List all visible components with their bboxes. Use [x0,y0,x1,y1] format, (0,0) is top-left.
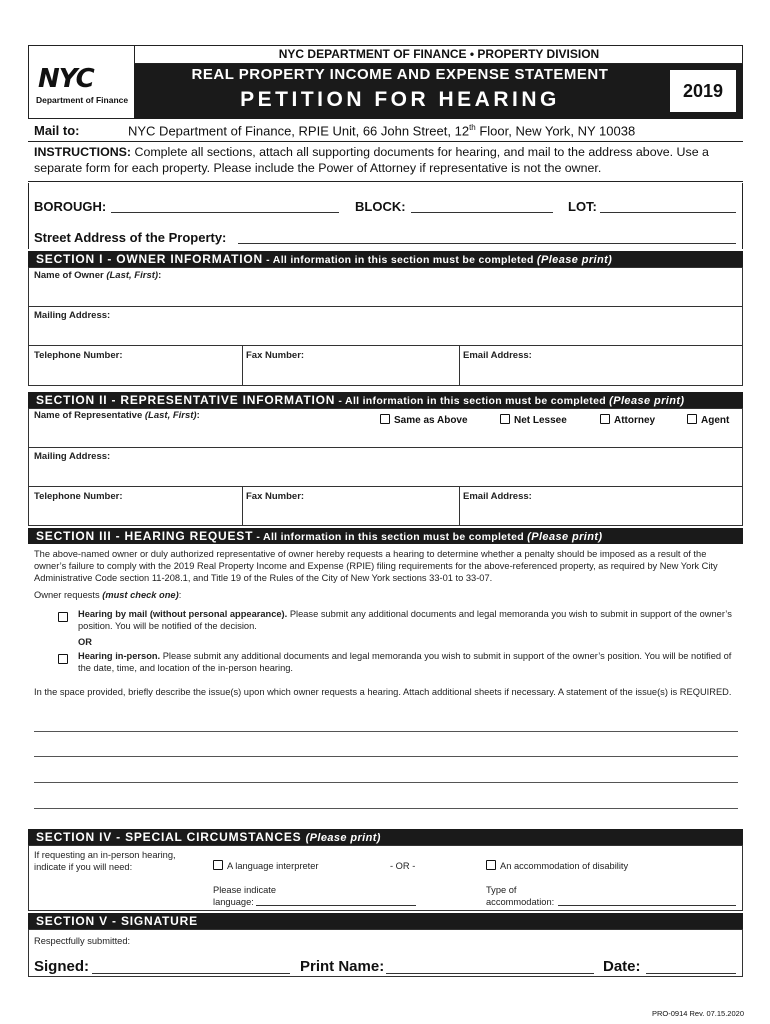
section-1-header: SECTION I - OWNER INFORMATION - All information in this section must be completed (Please print) [28,251,743,267]
rep-mailing-field[interactable] [28,447,743,487]
checkbox-icon [500,414,510,424]
rep-name-label: Name of Representative (Last, First): [34,410,200,421]
rep-fax-label: Fax Number: [246,491,305,502]
owner-name-label: Name of Owner (Last, First): [34,270,162,281]
borough-field[interactable] [111,212,339,213]
rep-phone-label: Telephone Number: [34,491,123,502]
checkbox-icon [380,414,390,424]
borough-label: BOROUGH: [34,199,107,214]
checkbox-icon [687,414,697,424]
block-label: BLOCK: [355,199,406,214]
owner-mailing-field[interactable] [28,306,743,346]
disability-accommodation-checkbox[interactable]: An accommodation of disability [486,860,628,872]
instructions: INSTRUCTIONS: Complete all sections, attach all supporting documents for hearing, and mail to the address above. Use a separate form for each property. Please include the Power of Attorney if representative is not the owner. [34,145,709,175]
print-name-field[interactable] [386,973,594,974]
hearing-request-intro: The above-named owner or duly authorized representative of owner hereby requests a hearing to determine whether a penalty should be imposed as a result of the owner’s failure to comply with the 2019 Real Property Income and Expense (RPIE) filing requirements for the above-referenced property, as required by New York City Administrative Code section 11-208.1, and Title 19 of the Rules of the City of New York sections 33-01 to 33-07. [34,549,718,584]
describe-issues-instructions: In the space provided, briefly describe the issue(s) upon which owner requests a hearing. Attach additional sheets if necessary. A statement of the issue(s) is REQUIRED. [34,687,732,697]
section-5-header: SECTION V - SIGNATURE [28,913,743,929]
section-2-header: SECTION II - REPRESENTATIVE INFORMATION - All information in this section must be completed (Please print) [28,392,743,408]
hearing-by-mail-checkbox[interactable] [58,608,72,626]
signed-label: Signed: [34,958,89,975]
logo-subtitle: Department of Finance [36,95,129,105]
respectfully-submitted: Respectfully submitted: [34,936,131,946]
language-interpreter-checkbox[interactable]: A language interpreter [213,860,318,872]
accommodation-field[interactable] [558,905,736,906]
rep-email-label: Email Address: [463,491,532,502]
issue-line-3[interactable] [34,782,738,783]
checkbox-icon [600,414,610,424]
agent-checkbox[interactable]: Agent [687,414,729,426]
mail-to-address: NYC Department of Finance, RPIE Unit, 66 John Street, 12th Floor, New York, NY 10038 [128,123,636,139]
section-3-header: SECTION III - HEARING REQUEST - All information in this section must be completed (Please print) [28,528,743,544]
attorney-checkbox[interactable]: Attorney [600,414,655,426]
checkbox-icon [58,654,68,664]
revision-code: PRO-0914 Rev. 07.15.2020 [651,1009,744,1018]
special-circumstances-intro: If requesting an in-person hearing, indicate if you will need: [34,850,176,873]
language-label: Please indicate language: [213,885,277,908]
same-as-above-checkbox[interactable]: Same as Above [380,414,468,426]
hearing-in-person-checkbox[interactable] [58,650,72,668]
block-field[interactable] [411,212,553,213]
accommodation-label: Type of accommodation: [486,885,555,908]
issue-line-2[interactable] [34,756,738,757]
lot-field[interactable] [600,212,736,213]
issue-line-4[interactable] [34,808,738,809]
hearing-by-mail-text: Hearing by mail (without personal appearance). Please submit any additional documents and legal memoranda you wish to submit in support of the owner’s position. You will be notified of the decision. [78,609,732,632]
department-line: NYC DEPARTMENT OF FINANCE • PROPERTY DIVISION [134,45,743,64]
issue-line-1[interactable] [34,731,738,732]
divider [28,181,743,182]
checkbox-icon [486,860,496,870]
net-lessee-checkbox[interactable]: Net Lessee [500,414,567,426]
mail-to-label: Mail to: [34,123,80,138]
year-badge: 2019 [668,68,738,114]
owner-mailing-label: Mailing Address: [34,310,111,321]
owner-phone-label: Telephone Number: [34,350,123,361]
form-subtitle: PETITION FOR HEARING [240,88,560,111]
divider [28,141,743,142]
date-label: Date: [603,958,641,975]
owner-email-label: Email Address: [463,350,532,361]
checkbox-icon [213,860,223,870]
section-4-header: SECTION IV - SPECIAL CIRCUMSTANCES (Please print) [28,829,743,845]
lot-label: LOT: [568,199,597,214]
owner-requests-label: Owner requests (must check one): [34,590,182,600]
language-field[interactable] [256,905,416,906]
or-separator: - OR - [390,861,416,871]
or-label: OR [78,637,92,647]
checkbox-icon [58,612,68,622]
form-title: REAL PROPERTY INCOME AND EXPENSE STATEMENT [191,66,609,83]
rep-mailing-label: Mailing Address: [34,451,111,462]
street-address-field[interactable] [238,243,736,244]
nyc-logo: NYC [38,64,94,94]
hearing-in-person-text: Hearing in-person. Please submit any additional documents and legal memoranda you wish to submit in support of the owner’s position. You will be notified of the date, time, and location of the in-person hearing. [78,651,732,674]
owner-fax-label: Fax Number: [246,350,305,361]
street-address-label: Street Address of the Property: [34,230,227,245]
signature-field[interactable] [92,973,290,974]
date-field[interactable] [646,973,736,974]
print-name-label: Print Name: [300,958,385,975]
